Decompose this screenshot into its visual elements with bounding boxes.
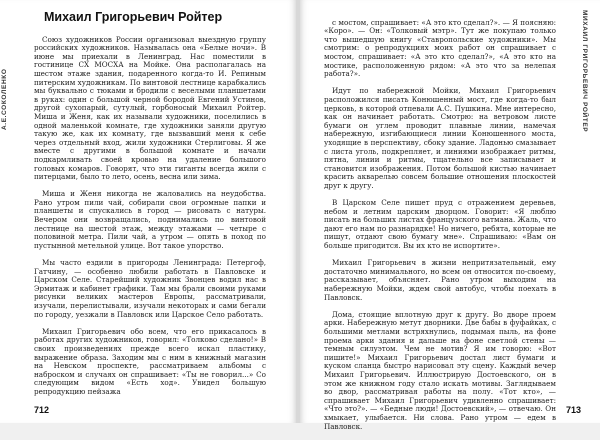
paragraph: Мы часто ездили в пригороды Ленинграда: Петергоф, Гатчину, — особенно любили работать в Павловске и Царском Селе. Старейший художник Звонцев водил нас в Эрмитаж и кабинет графики. Там мы брали своими руками рисунки великих мастеров Европы, рассматривали, изучали, перелистывали, изучали некоторых и сами бегали по городу, уезжали в Павловск или Царское Село работать.	[34, 258, 266, 319]
left-running-head: А.Е.СОКОЛЕНКО	[1, 68, 8, 130]
left-page-number: 712	[34, 405, 50, 415]
paragraph: Михаил Григорьевич в жизни непритязательный, ему достаточно минимального, но всем он относится по-своему, рассказывает, объясняет. Рано утром выходим на набережную Мойки, ждем свой автобус, чтобы поехать в Павловск.	[324, 258, 556, 302]
right-page	[300, 0, 600, 431]
paragraph: Миша и Женя никогда не жаловались на неудобства. Рано утром пили чай, собирали свои огромные папки и планшеты и спускались в город — рисовать с натуры. Вечером они возвращались, поднимались по винтовой лестнице на шестой этаж, между этажами — четыре с половиной метра. Пили чай, а утром — опять в поход по пустынной метельной улице. Вот такое упорство.	[34, 189, 266, 250]
left-page	[0, 0, 296, 423]
paragraph: с мостом, спрашивает: «А это кто сделал?». — Я поясняю: «Коро». — Он: «Толковый мэтр». Тут же покупаю только что вышедшую книгу «Ставропольские художники». Мы смотрим: о репродукциях моих работ он спрашивает с мостом, спрашивает: «А это кто сделал?», «А это кто на мостике, расположенную рядом: «А это что за нелепая работа?».	[324, 17, 556, 79]
right-page-number: 713	[566, 405, 582, 415]
paragraph: Идут по набережной Мойки, Михаил Григорьевич расположился писать Конюшенный мост, где когда-то был церковь, в которой отпевали А.С. Пушкина. Мне интересно, как он начинает работать. Смотрю: на ветровом листе бумаги он углем проводит плавные линии, намечая набережную, изгибающиеся линии Конюшенного моста, уходящие в перспективу, сбоку здание. Ладонью смазывает с листа уголь, подкрепляет, и линиями изображает ритмы, пятна, линии и ритмы, тщательно все записывает и становится изображения. Потом большой кистью начинает красить акварелью совсем большие отношения плоскостей друг к другу.	[324, 86, 556, 190]
right-running-head: МИХАИЛ ГРИГОРЬЕВИЧ РОЙТЕР	[581, 10, 588, 133]
paragraph: В Царском Селе пишет пруд с отражением деревьев, небом и летним царским дворцом. Говорит: «Я люблю писать на больших листах французского ватмана. Жаль, что дают его нам по разнарядке! Но ничего, ребята, которые не пишут, отдают свою бумагу мне». Спрашиваю: «Вам он больше пригодится. Вы их кто не испортите».	[324, 198, 556, 251]
paragraph: Дома, стоящие вплотную друг к другу. Во дворе проем арки. Набережную метут дворники. Две бабы в фуфайках, с большими метлами встряхнулись, подымая пыль, на фоне проема арки здания и дальше на фоне светлой стены — темным силуэтом. Чем не мотив? Я им говорю: «Вот пишите!» Михаил Григорьевич достал лист бумаги и куском сланца быстро нарисовал эту сцену. Каждый вечер Михаил Григорьевич. Иллюстрирую Достоевского, он в этом же книжном году стало искать мотивы. Заглядываем во двор, рассматривая работы на полу. «Тот кто», — спрашивает Михаил Григорьевич удивленно спрашивает: «Что это?». — «Бедные люди! Достоевский», — отвечаю. Он хмыкает, улыбается. Ни слова. Рано утром — едем в Павловск.	[324, 309, 556, 431]
left-text-column	[34, 10, 266, 405]
left-body-text	[34, 27, 266, 405]
paragraph: Союз художников России организовал выездную группу российских художников. Называлась она «Белые ночи». В июне мы приехали в Ленинград. Нас поместили в гостинице СХ МОСХА на Мойке. Она располагалась на шестом этаже здания, подаренного когда-то И. Репиным питерским художникам. По винтовой лестнице карабкались мы буквально с тюками и бродили с веселыми планшетами в руках: один с большой черной бородой Евгений Устинов, другой сухопарый, сутулый, горбоносый Михаил Ройтер. Миша и Женя, как их называли художники, поселились в одной маленькой комнате, где художники заняли другую такую же, как их комнату, где вызвавший меня к себе через отдельный вход, жили художники Стерлиговы. Я же вместе с другими в большой комнате и начали подкармливать своей кровью на удаление большого головых комаров. Говорят, что эти гиганты всегда жили с питерцами, было то лето, осень, весна или зима.	[34, 34, 266, 182]
right-text-column	[324, 10, 556, 440]
right-body-text	[324, 10, 556, 440]
chapter-title: Михаил Григорьевич Ройтер	[44, 10, 223, 24]
paragraph: Михаил Григорьевич обо всем, что его прикасалось в работах других художников, говорил: «Толково сделано!» В своих произведениях прежде всего искал пластику, выражение образа. Заходим мы с ним в книжный магазин на Невском проспекте, рассматриваем альбомы с наброском и случаях он спрашивает: «Ты не говорил...» Со следующим видом «Есть ход». Увидел большую репродукцию пейзажа	[34, 326, 266, 396]
